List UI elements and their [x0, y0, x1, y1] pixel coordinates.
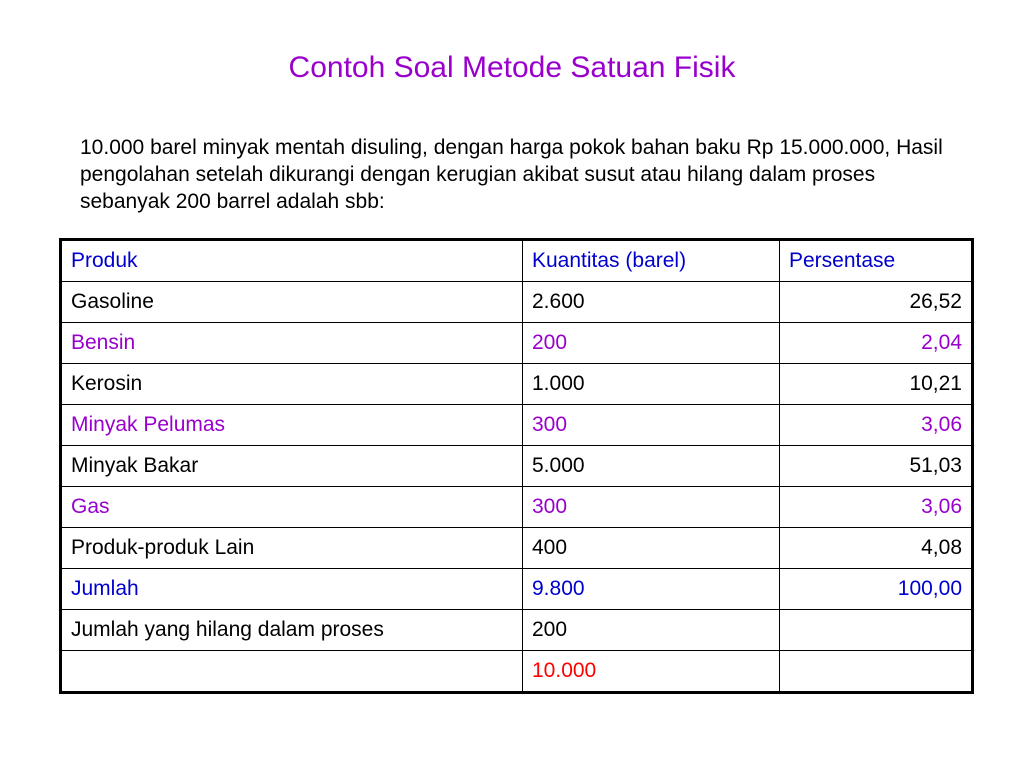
cell-produk: Jumlah	[61, 569, 523, 610]
cell-persentase: 10,21	[780, 364, 973, 405]
cell-persentase: 2,04	[780, 323, 973, 364]
cell-kuantitas: 400	[523, 528, 780, 569]
cell-persentase: 26,52	[780, 282, 973, 323]
table-row	[61, 364, 973, 405]
table-row	[61, 651, 973, 693]
slide-title: Contoh Soal Metode Satuan Fisik	[288, 51, 736, 84]
cell-produk: Kerosin	[61, 364, 523, 405]
cell-kuantitas: 200	[523, 610, 780, 651]
cell-persentase	[780, 610, 973, 651]
table-row	[61, 569, 973, 610]
cell-kuantitas: 9.800	[523, 569, 780, 610]
cell-produk: Minyak Bakar	[61, 446, 523, 487]
cell-kuantitas: 10.000	[523, 651, 780, 693]
cell-persentase: 51,03	[780, 446, 973, 487]
table-row	[61, 323, 973, 364]
cell-kuantitas: 300	[523, 405, 780, 446]
cell-produk: Produk-produk Lain	[61, 528, 523, 569]
cell-produk: Bensin	[61, 323, 523, 364]
cell-persentase: 3,06	[780, 405, 973, 446]
cell-persentase	[780, 651, 973, 693]
cell-persentase: 3,06	[780, 487, 973, 528]
cell-persentase: 100,00	[780, 569, 973, 610]
cell-produk	[61, 651, 523, 693]
cell-kuantitas: 2.600	[523, 282, 780, 323]
product-table	[59, 238, 974, 694]
table-row	[61, 610, 973, 651]
table-row	[61, 282, 973, 323]
cell-produk: Minyak Pelumas	[61, 405, 523, 446]
cell-produk: Gasoline	[61, 282, 523, 323]
table-row	[61, 405, 973, 446]
cell-kuantitas: 300	[523, 487, 780, 528]
cell-persentase: 4,08	[780, 528, 973, 569]
header-produk: Produk	[61, 240, 523, 282]
cell-kuantitas: 5.000	[523, 446, 780, 487]
table-header-row	[61, 240, 973, 282]
header-kuantitas: Kuantitas (barel)	[523, 240, 780, 282]
problem-statement: 10.000 barel minyak mentah disuling, dengan harga pokok bahan baku Rp 15.000.000, Hasil pengolahan setelah dikurangi dengan kerugian akibat susut atau hilang dalam proses sebanyak 200 barrel adalah sbb:	[80, 136, 943, 213]
table-row	[61, 446, 973, 487]
table-row	[61, 487, 973, 528]
cell-produk: Gas	[61, 487, 523, 528]
product-table-body	[61, 240, 973, 693]
table-row	[61, 528, 973, 569]
cell-kuantitas: 200	[523, 323, 780, 364]
cell-kuantitas: 1.000	[523, 364, 780, 405]
cell-produk: Jumlah yang hilang dalam proses	[61, 610, 523, 651]
header-persentase: Persentase	[780, 240, 973, 282]
